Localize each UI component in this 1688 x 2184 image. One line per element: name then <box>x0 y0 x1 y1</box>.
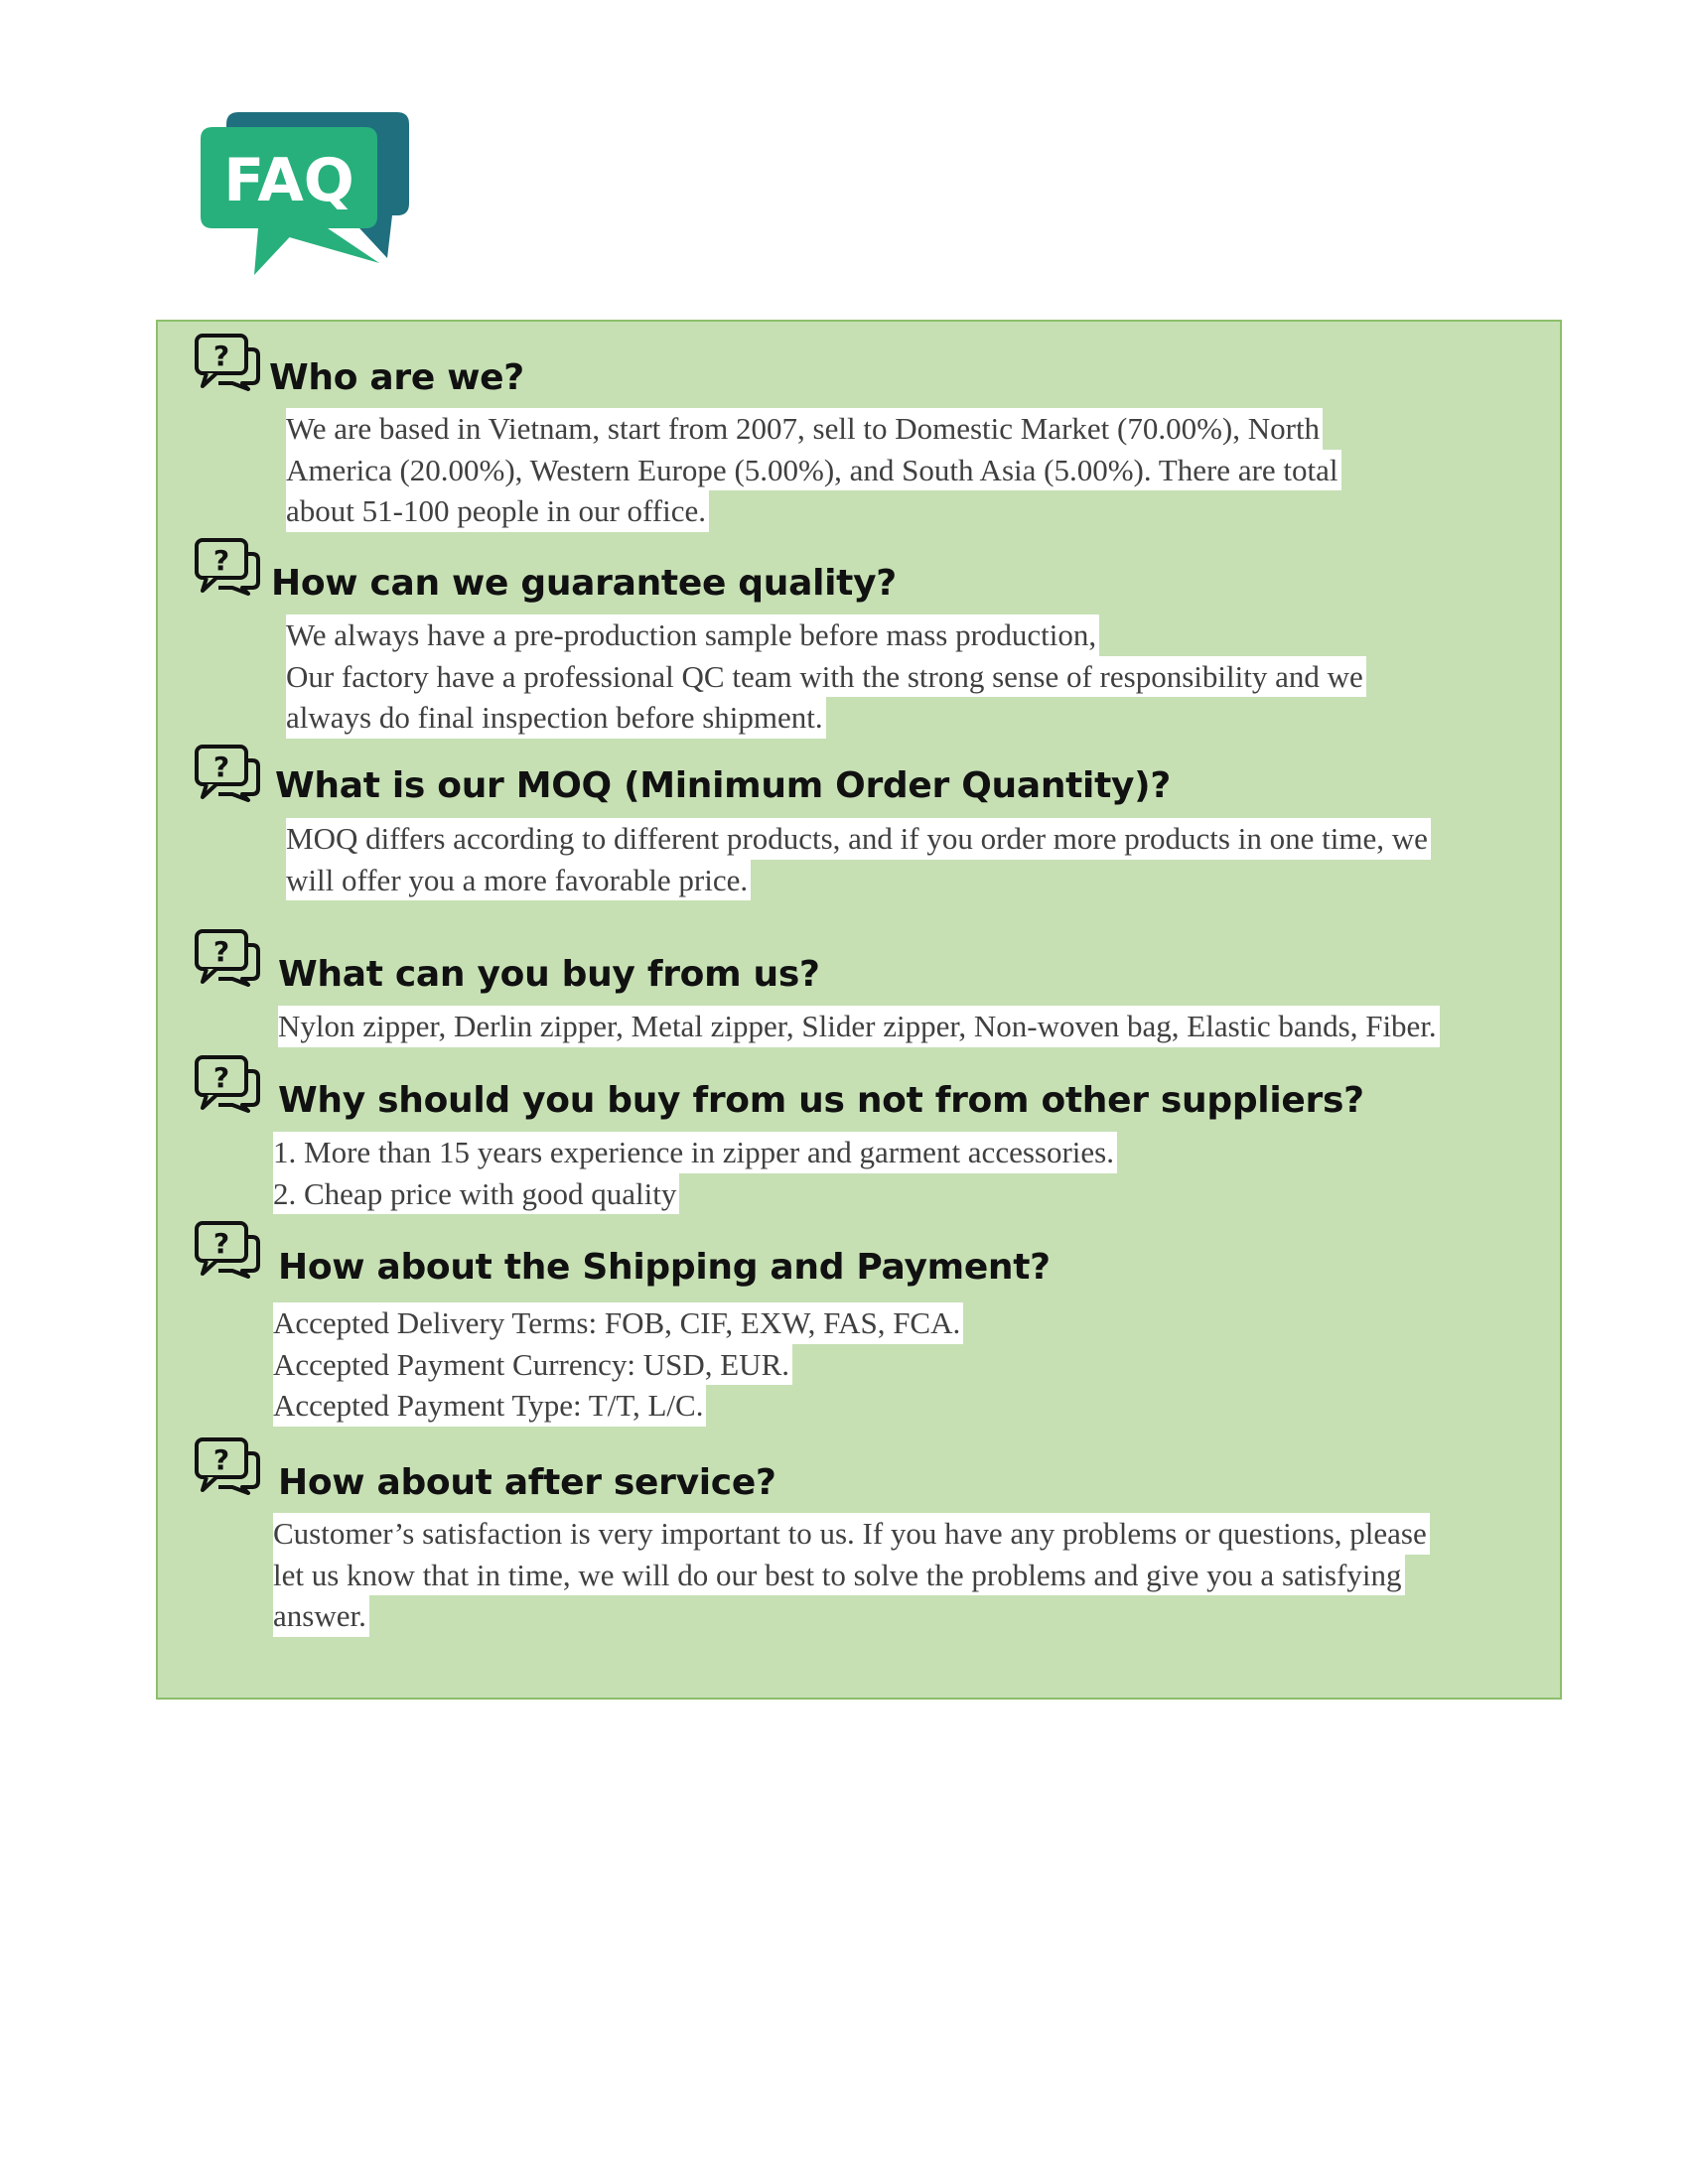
svg-text:?: ? <box>212 751 230 783</box>
answer-line: MOQ differs according to different products, and if you order more products in one time, we <box>286 818 1431 860</box>
question-title: How can we guarantee quality? <box>271 563 897 604</box>
answer <box>286 408 1341 532</box>
answer-line: Customer’s satisfaction is very important to us. If you have any problems or questions, please <box>273 1513 1430 1555</box>
question-chat-icon <box>193 927 262 987</box>
question-title: Why should you buy from us not from other suppliers? <box>278 1080 1364 1121</box>
question-title: What can you buy from us? <box>278 954 820 995</box>
answer <box>273 1302 963 1427</box>
faq-box <box>156 320 1562 1700</box>
question-chat-icon <box>193 1053 262 1113</box>
answer-line: always do final inspection before shipment. <box>286 697 826 739</box>
answer-line: We are based in Vietnam, start from 2007, sell to Domestic Market (70.00%), North <box>286 408 1323 450</box>
question-title: How about after service? <box>278 1462 776 1503</box>
answer-line: Accepted Payment Currency: USD, EUR. <box>273 1344 792 1386</box>
svg-text:?: ? <box>212 1227 230 1260</box>
question-title: What is our MOQ (Minimum Order Quantity)? <box>275 765 1171 806</box>
svg-text:?: ? <box>212 340 230 372</box>
answer <box>278 1006 1440 1047</box>
answer <box>286 818 1431 900</box>
logo-text: FAQ <box>223 146 354 215</box>
answer-line: let us know that in time, we will do our best to solve the problems and give you a satisfying <box>273 1555 1405 1596</box>
answer-line: We always have a pre-production sample before mass production, <box>286 614 1099 656</box>
question-title: How about the Shipping and Payment? <box>278 1247 1051 1288</box>
question-chat-icon <box>193 332 262 391</box>
svg-text:?: ? <box>212 544 230 577</box>
answer-line: Accepted Payment Type: T/T, L/C. <box>273 1385 706 1427</box>
answer-line: 1. More than 15 years experience in zipper and garment accessories. <box>273 1132 1117 1173</box>
answer-line: Our factory have a professional QC team with the strong sense of responsibility and we <box>286 656 1366 698</box>
answer-line: 2. Cheap price with good quality <box>273 1173 679 1215</box>
question-chat-icon <box>193 536 262 596</box>
answer-line: America (20.00%), Western Europe (5.00%), and South Asia (5.00%). There are total <box>286 450 1341 491</box>
svg-text:?: ? <box>212 1061 230 1094</box>
answer <box>286 614 1366 739</box>
answer-line: will offer you a more favorable price. <box>286 860 751 901</box>
question-chat-icon <box>193 743 262 802</box>
faq-logo <box>199 104 417 283</box>
answer-line: Accepted Delivery Terms: FOB, CIF, EXW, FAS, FCA. <box>273 1302 963 1344</box>
answer-line: answer. <box>273 1595 369 1637</box>
answer <box>273 1132 1117 1214</box>
question-title: Who are we? <box>269 357 524 398</box>
question-chat-icon <box>193 1435 262 1495</box>
answer <box>273 1513 1430 1637</box>
svg-text:?: ? <box>212 1443 230 1476</box>
svg-text:?: ? <box>212 935 230 968</box>
question-chat-icon <box>193 1219 262 1279</box>
answer-line: about 51-100 people in our office. <box>286 490 709 532</box>
answer-line: Nylon zipper, Derlin zipper, Metal zipper, Slider zipper, Non-woven bag, Elastic bands, Fiber. <box>278 1006 1440 1047</box>
